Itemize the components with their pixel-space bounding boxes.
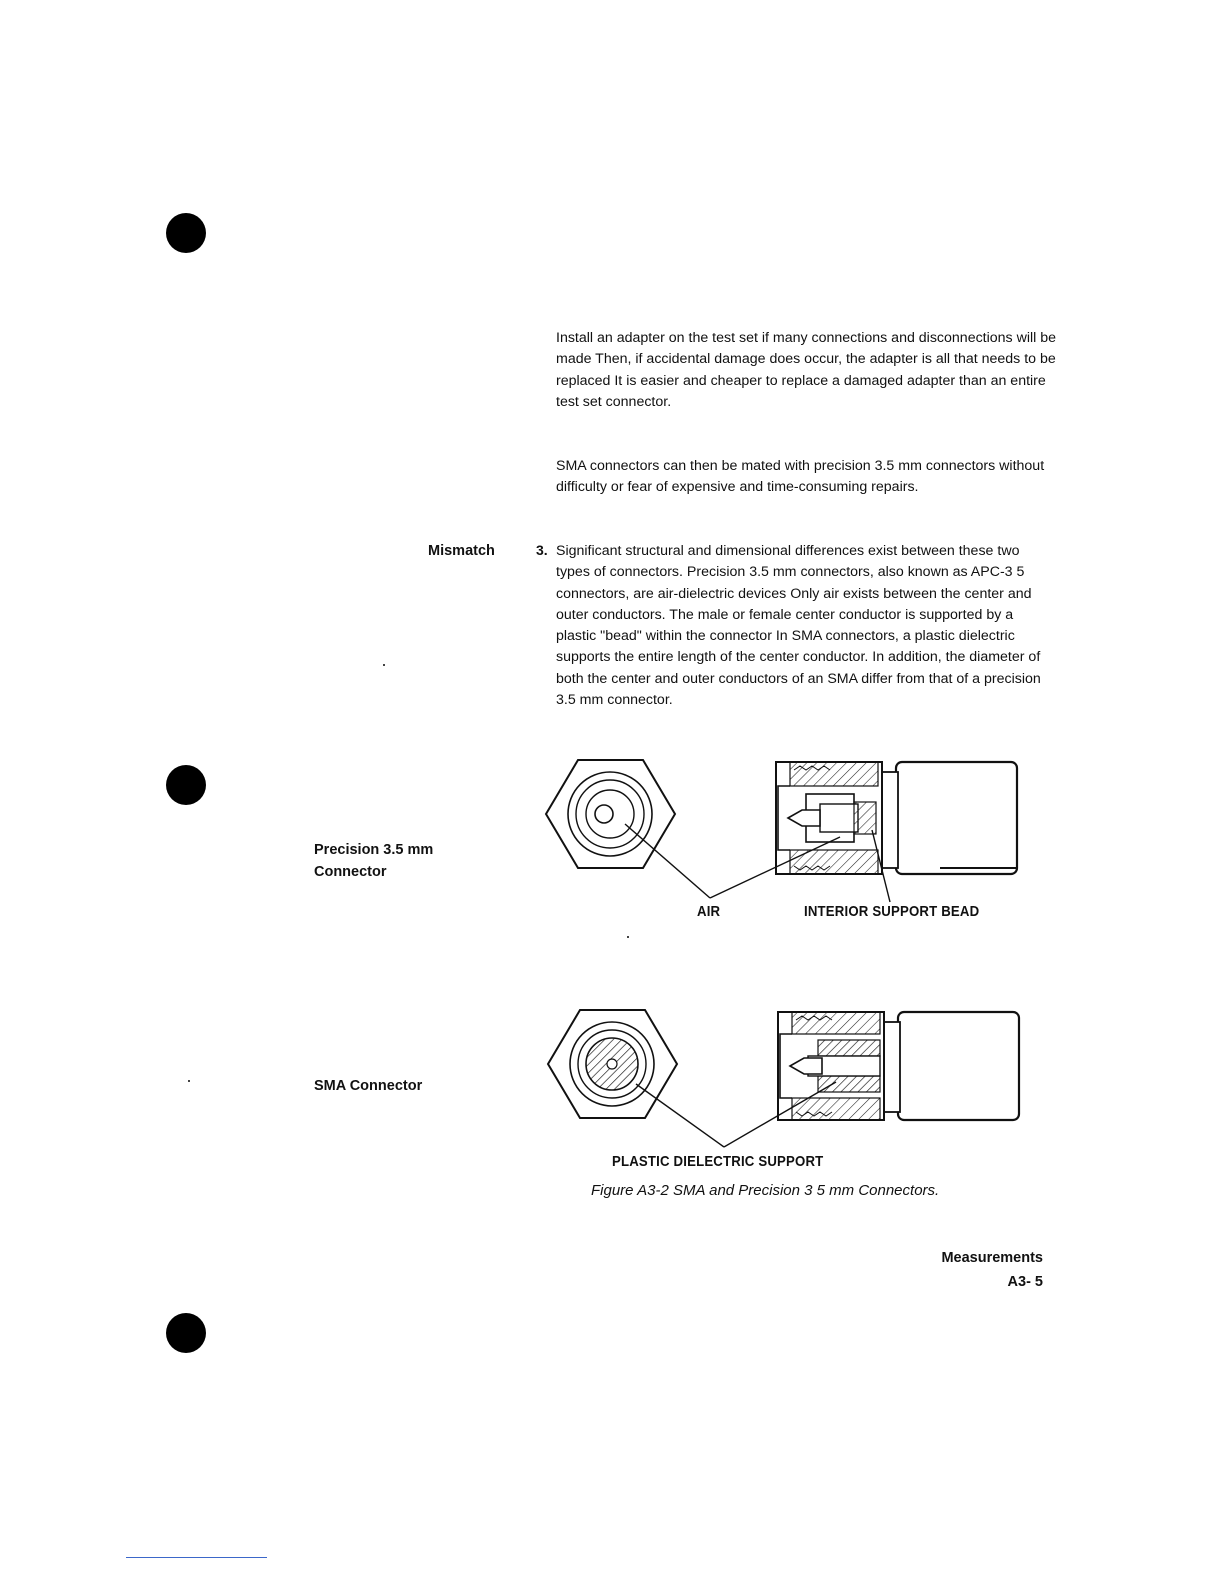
item-number: 3.	[536, 542, 548, 558]
callout-plastic-dielectric-support: PLASTIC DIELECTRIC SUPPORT	[612, 1153, 824, 1170]
callout-interior-support-bead: INTERIOR SUPPORT BEAD	[804, 903, 980, 920]
callout-air: AIR	[697, 903, 721, 920]
figure-caption: Figure A3-2 SMA and Precision 3 5 mm Connectors.	[591, 1182, 940, 1199]
scan-speck	[188, 1080, 190, 1082]
binder-hole-top	[166, 213, 206, 253]
bottom-rule	[126, 1557, 267, 1558]
label-precision-line2: Connector	[314, 864, 387, 880]
binder-hole-bottom	[166, 1313, 206, 1353]
mismatch-heading: Mismatch	[428, 543, 495, 559]
sma-end-view	[548, 1010, 677, 1118]
paragraph-sma-mating: SMA connectors can then be mated with precision 3.5 mm connectors without difficulty or fear of expensive and time-consuming repairs.	[556, 458, 1045, 496]
footer-page-number: A3- 5	[1007, 1274, 1043, 1290]
binder-hole-middle	[166, 765, 206, 805]
scan-speck	[627, 936, 629, 938]
footer-section: Measurements	[941, 1250, 1043, 1266]
sma-connector-diagram	[540, 1002, 1040, 1162]
precision-end-view	[546, 760, 675, 868]
precision-connector-diagram	[540, 752, 1040, 912]
precision-side-view	[776, 762, 1018, 874]
scan-speck	[383, 664, 385, 666]
label-precision-connector	[314, 839, 433, 883]
label-sma-connector: SMA Connector	[314, 1078, 423, 1094]
paragraph-mismatch: Significant structural and dimensional differences exist between these two types of connectors. Precision 3.5 mm connectors, also known as APC-3 5 connectors, are air-dielectric devices Only air exists between the center and outer conductors. The male or female center conductor is supported by a plastic "bead" within the connector In SMA connectors, a plastic dielectric supports the entire length of the center conductor. In addition, the diameter of both the center and outer conductors of an SMA differ from that of a precision 3.5 mm connector.	[556, 543, 1041, 709]
sma-side-view	[778, 1012, 1019, 1120]
label-precision-line1: Precision 3.5 mm	[314, 842, 434, 858]
paragraph-adapter: Install an adapter on the test set if many connections and disconnections will be made Then, if accidental damage does occur, the adapter is all that needs to be replaced It is easier and cheaper to replace a damaged adapter than an entire test set connector.	[556, 330, 1057, 410]
